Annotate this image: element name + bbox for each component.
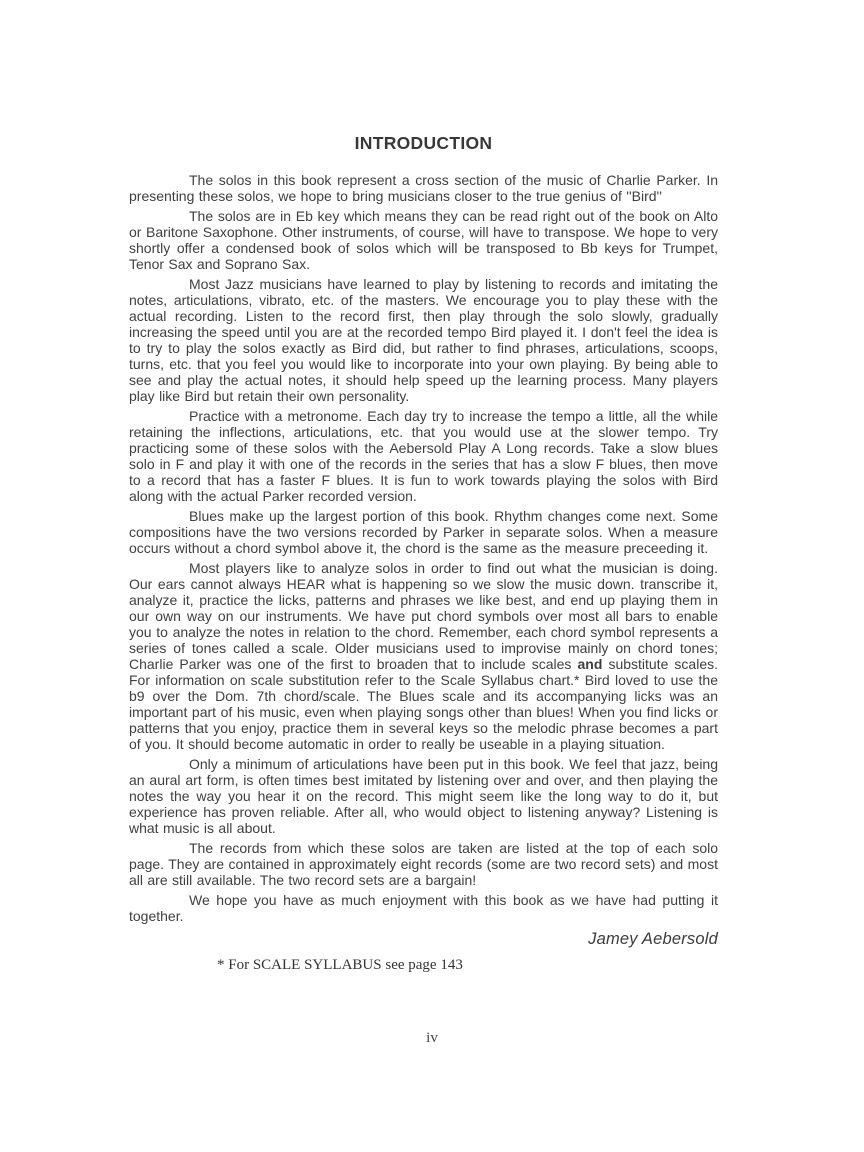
paragraph-3: Most Jazz musicians have learned to play by listening to records and imitating the notes, articulations, vibrato, etc. of the masters. We encourage you to play these with the actual recording. Listen to the record first, then play through the solo slowly, gradually increasing the speed until you are at the recorded tempo Bird played it. I don't feel the idea is to try to play the solos exactly as Bird did, but rather to find phrases, articulations, scoops, turns, etc. that you feel you would like to incorporate into your own playing. By being able to see and play the actual notes, it should help speed up the learning process. Many players play like Bird but retain their own personality. [129, 276, 718, 404]
page-content [129, 133, 718, 974]
paragraph-6 [129, 560, 718, 752]
paragraph-1: The solos in this book represent a cross section of the music of Charlie Parker. In presenting these solos, we hope to bring musicians closer to the true genius of ''Bird'' [129, 172, 718, 204]
paragraph-7: Only a minimum of articulations have been put in this book. We feel that jazz, being an aural art form, is often times best imitated by listening over and over, and then playing the notes the way you hear it on the record. This might seem like the long way to do it, but experience has proven reliable. After all, who would object to listening anyway? Listening is what music is all about. [129, 756, 718, 836]
paragraph-6-text-after: substitute scales. For information on scale substitution refer to the Scale Syllabus chart.* Bird loved to use the b9 over the Dom. 7th chord/scale. The Blues scale and its accompanying licks was an important part of his music, even when playing songs other than blues! When you find licks or patterns that you enjoy, practice them in several keys so the melodic phrase becomes a part of you. It should become automatic in order to really be useable in a playing situation. [129, 656, 718, 752]
body-text [129, 172, 718, 924]
page-number: iv [426, 1030, 438, 1046]
paragraph-8: The records from which these solos are taken are listed at the top of each solo page. They are contained in approximately eight records (some are two record sets) and most all are still available. The two record sets are a bargain! [129, 840, 718, 888]
author-signature: Jamey Aebersold [588, 930, 718, 948]
bold-and-emphasis: and [577, 656, 603, 672]
page-title: INTRODUCTION [354, 133, 493, 153]
paragraph-5: Blues make up the largest portion of this book. Rhythm changes come next. Some compositions have the two versions recorded by Parker in separate solos. When a measure occurs without a chord symbol above it, the chord is the same as the measure preceeding it. [129, 508, 718, 556]
paragraph-4: Practice with a metronome. Each day try to increase the tempo a little, all the while retaining the inflections, articulations, etc. that you would use at the slower tempo. Try practicing some of these solos with the Aebersold Play A Long records. Take a slow blues solo in F and play it with one of the records in the series that has a slow F blues, then move to a record that has a faster F blues. It is fun to work towards playing the solos with Bird along with the actual Parker recorded version. [129, 408, 718, 504]
paragraph-2: The solos are in Eb key which means they can be read right out of the book on Alto or Baritone Saxophone. Other instruments, of course, will have to transpose. We hope to very shortly offer a condensed book of solos which will be transposed to Bb keys for Trumpet, Tenor Sax and Soprano Sax. [129, 208, 718, 272]
scale-syllabus-footnote: * For SCALE SYLLABUS see page 143 [217, 957, 463, 973]
paragraph-9: We hope you have as much enjoyment with this book as we have had putting it together. [129, 892, 718, 924]
paragraph-6-text-before: Most players like to analyze solos in order to find out what the musician is doing. Our ears cannot always HEAR what is happening so we slow the music down. transcribe it, analyze it, practice the licks, patterns and phrases we like best, and end up playing them in our own way on our instruments. We have put chord symbols over most all bars to enable you to analyze the notes in relation to the chord. Remember, each chord symbol represents a series of tones called a scale. Older musicians used to improvise mainly on chord tones; Charlie Parker was one of the first to broaden that to include scales [129, 560, 718, 672]
